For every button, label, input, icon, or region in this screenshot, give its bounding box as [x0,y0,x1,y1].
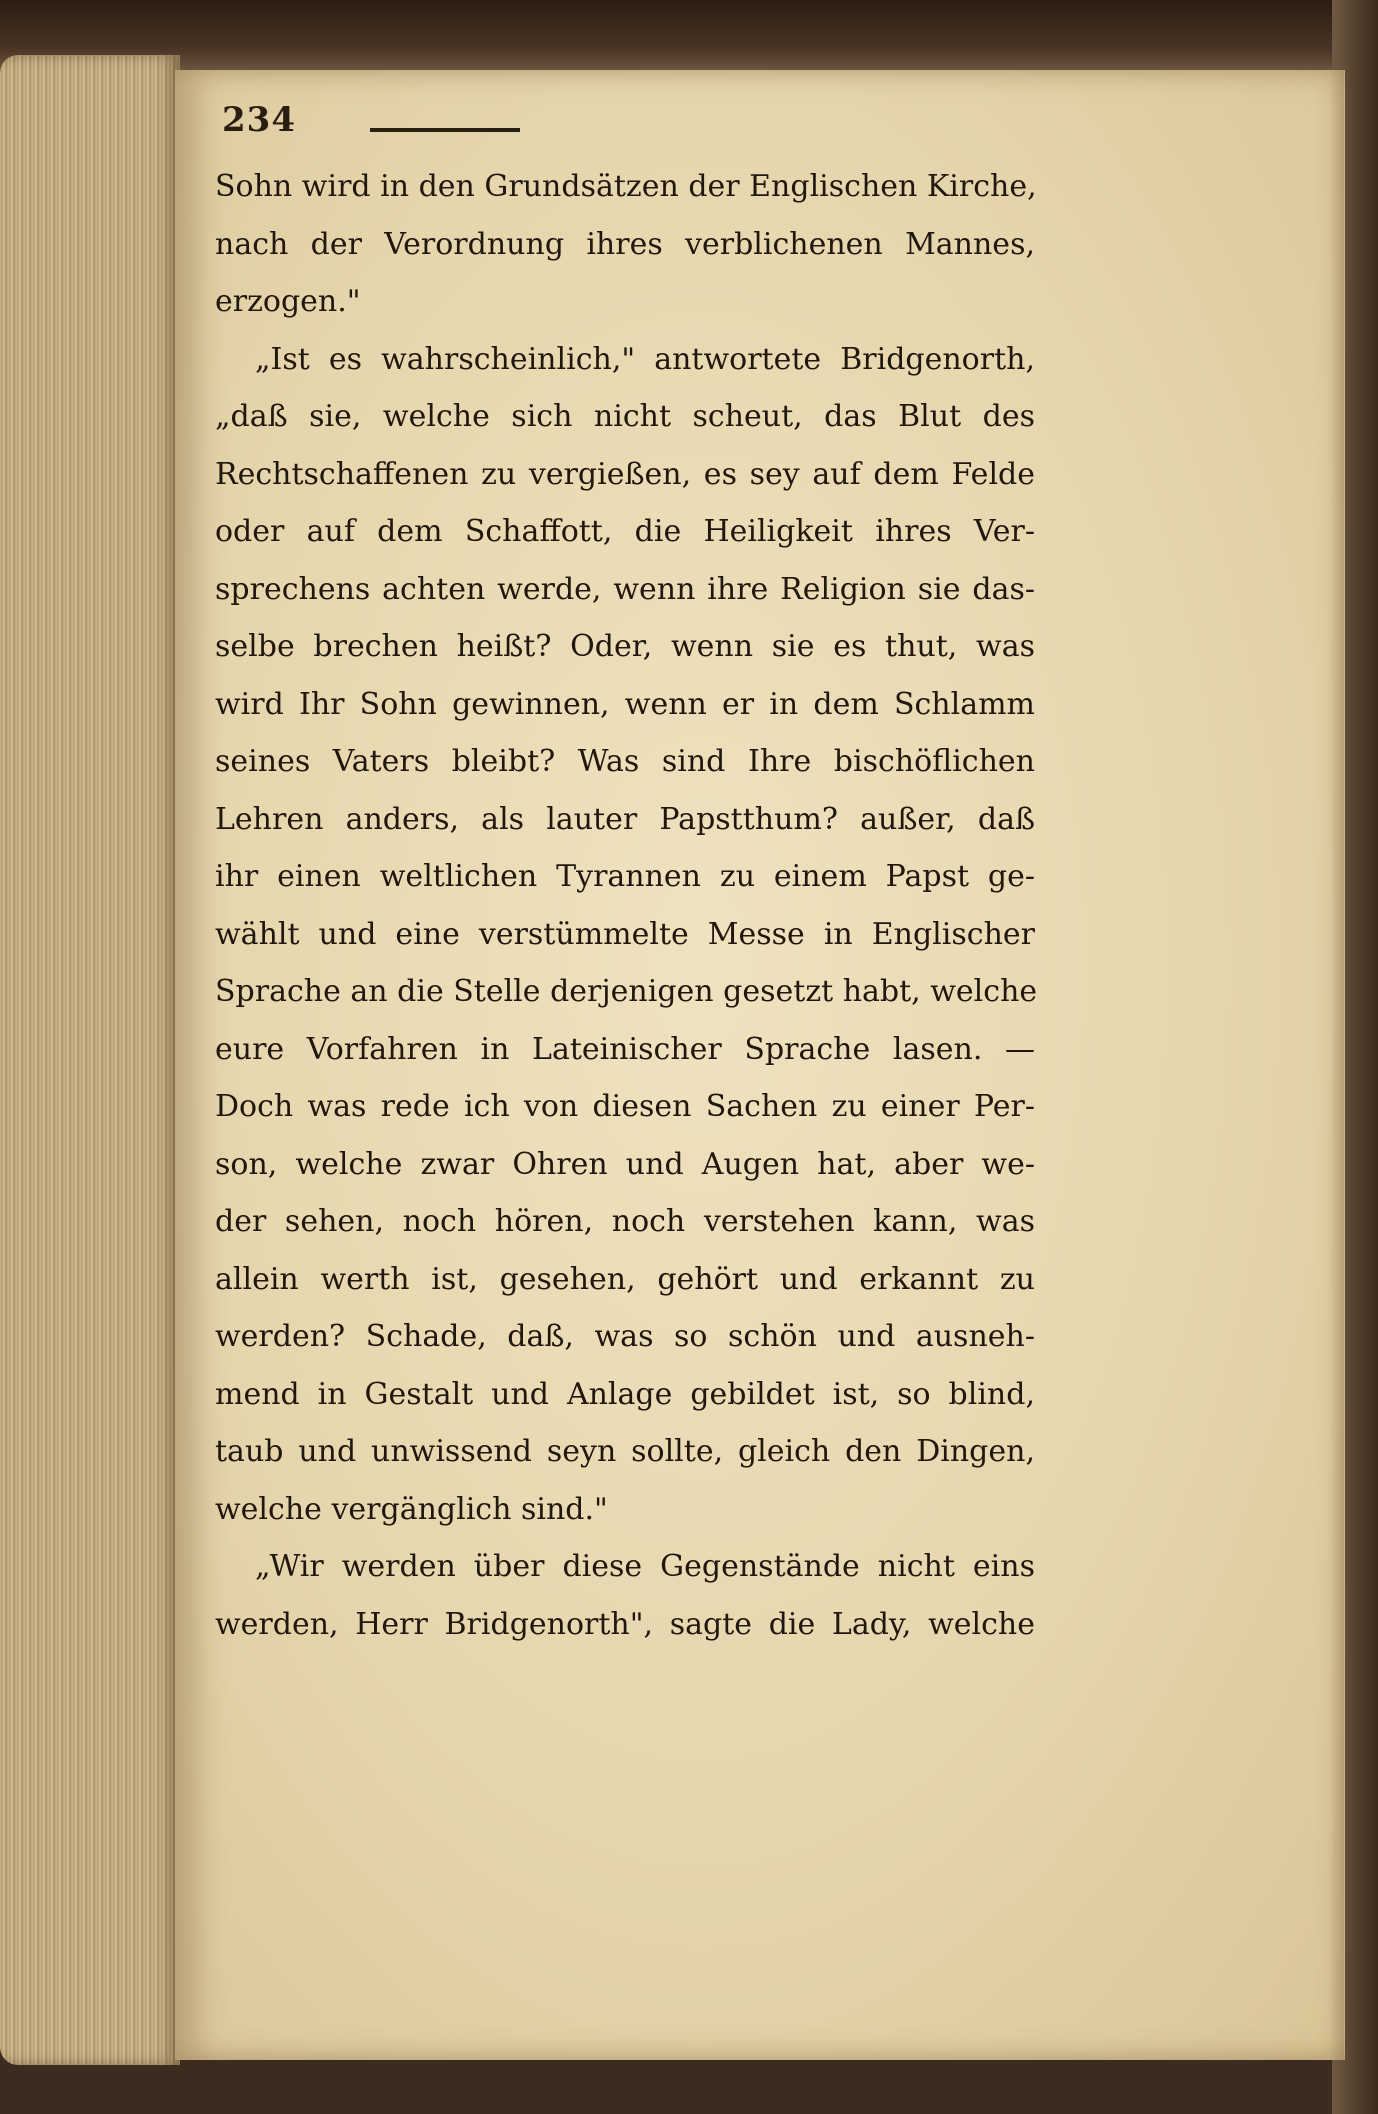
body-text [215,158,1038,1653]
text-line: Lehren anders, als lauter Papstthum? außer, daß [215,801,1035,837]
page-number: 234 [222,100,296,140]
page-fold [1330,70,1344,2060]
text-line: Sohn wird in den Grundsätzen der Englischen Kirche, [215,169,1037,204]
text-line: wählt und eine verstümmelte Messe in Englischer [215,916,1035,952]
text-line: oder auf dem Schaffott, die Heiligkeit ihres Ver- [215,514,1035,549]
text-line: eure Vorfahren in Lateinischer Sprache lasen. — [215,1031,1035,1067]
book-cover-top [0,0,1378,70]
text-line: „daß sie, welche sich nicht scheut, das Blut des [215,399,1035,434]
page-edges [0,55,180,2065]
text-line: sprechens achten werde, wenn ihre Religion sie das- [215,571,1035,607]
text-line: „Wir werden über diese Gegenstände nicht eins [255,1549,1035,1584]
text-line: taub und unwissend seyn sollte, gleich den Dingen, [215,1434,1035,1469]
text-line: ihr einen weltlichen Tyrannen zu einem Papst ge- [215,859,1035,894]
text-line: son, welche zwar Ohren und Augen hat, aber we- [215,1146,1035,1182]
text-line: mend in Gestalt und Anlage gebildet ist, so blind, [215,1376,1035,1412]
text-line: Rechtschaffenen zu vergießen, es sey auf dem Felde [215,456,1035,492]
text-line: „Ist es wahrscheinlich," antwortete Bridgenorth, [255,341,1035,377]
text-line: werden, Herr Bridgenorth", sagte die Lady, welche [215,1606,1035,1642]
header-rule [370,128,520,132]
text-line: werden? Schade, daß, was so schön und ausneh- [215,1319,1035,1354]
text-line: allein werth ist, gesehen, gehört und erkannt zu [215,1261,1035,1297]
text-line: welche vergänglich sind." [215,1491,608,1527]
text-line: seines Vaters bleibt? Was sind Ihre bischöflichen [215,744,1035,779]
text-line: wird Ihr Sohn gewinnen, wenn er in dem Schlamm [215,686,1035,722]
text-line: Sprache an die Stelle derjenigen gesetzt habt, welche [215,974,1038,1009]
text-line: selbe brechen heißt? Oder, wenn sie es thut, was [215,629,1035,664]
text-line: der sehen, noch hören, noch verstehen kann, was [215,1204,1035,1239]
text-line: erzogen." [215,284,361,319]
text-line: nach der Verordnung ihres verblichenen Mannes, [215,226,1035,262]
text-line: Doch was rede ich von diesen Sachen zu einer Per- [215,1089,1035,1124]
